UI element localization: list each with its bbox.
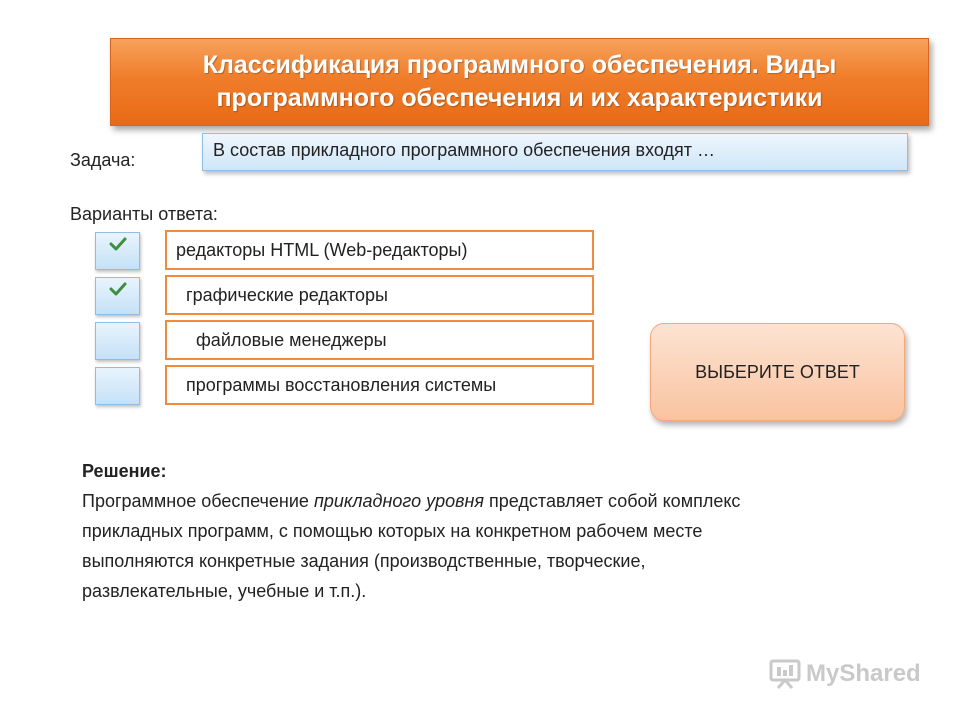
solution-line-3: выполняются конкретные задания (производственные, творческие,	[82, 551, 646, 571]
presentation-board-icon	[768, 658, 802, 690]
watermark	[768, 656, 921, 692]
solution-heading: Решение:	[82, 461, 167, 481]
option-4-checkbox[interactable]	[95, 367, 140, 405]
options-label: Варианты ответа:	[70, 204, 218, 224]
option-3[interactable]	[165, 320, 594, 360]
solution-block	[82, 456, 912, 606]
watermark-text: MyShared	[806, 660, 921, 687]
solution-line-1	[82, 486, 912, 516]
option-2-label: графические редакторы	[186, 284, 388, 305]
select-answer-button[interactable]: ВЫБЕРИТЕ ОТВЕТ	[650, 323, 905, 421]
solution-line-2: прикладных программ, с помощью которых на конкретном рабочем месте	[82, 521, 703, 541]
option-2[interactable]	[165, 275, 594, 315]
check-icon	[109, 282, 127, 296]
option-1-checkbox[interactable]	[95, 232, 140, 270]
option-3-label: файловые менеджеры	[196, 329, 387, 350]
option-2-checkbox[interactable]	[95, 277, 140, 315]
check-icon	[109, 237, 127, 251]
page-title: Классификация программного обеспечения. Виды программного обеспечения и их характеристики	[202, 51, 837, 112]
solution-text: представляет собой комплекс	[484, 491, 741, 511]
option-4[interactable]	[165, 365, 594, 405]
option-1[interactable]	[165, 230, 594, 270]
task-box: В состав прикладного программного обеспечения входят …	[202, 133, 908, 171]
option-1-label: редакторы HTML (Web-редакторы)	[176, 239, 468, 260]
title-banner	[110, 38, 929, 126]
option-4-label: программы восстановления системы	[186, 374, 497, 395]
option-3-checkbox[interactable]	[95, 322, 140, 360]
solution-text: Программное обеспечение	[82, 491, 314, 511]
solution-line-4: развлекательные, учебные и т.п.).	[82, 581, 367, 601]
task-label: Задача:	[70, 150, 136, 170]
solution-emphasis: прикладного уровня	[313, 491, 485, 511]
